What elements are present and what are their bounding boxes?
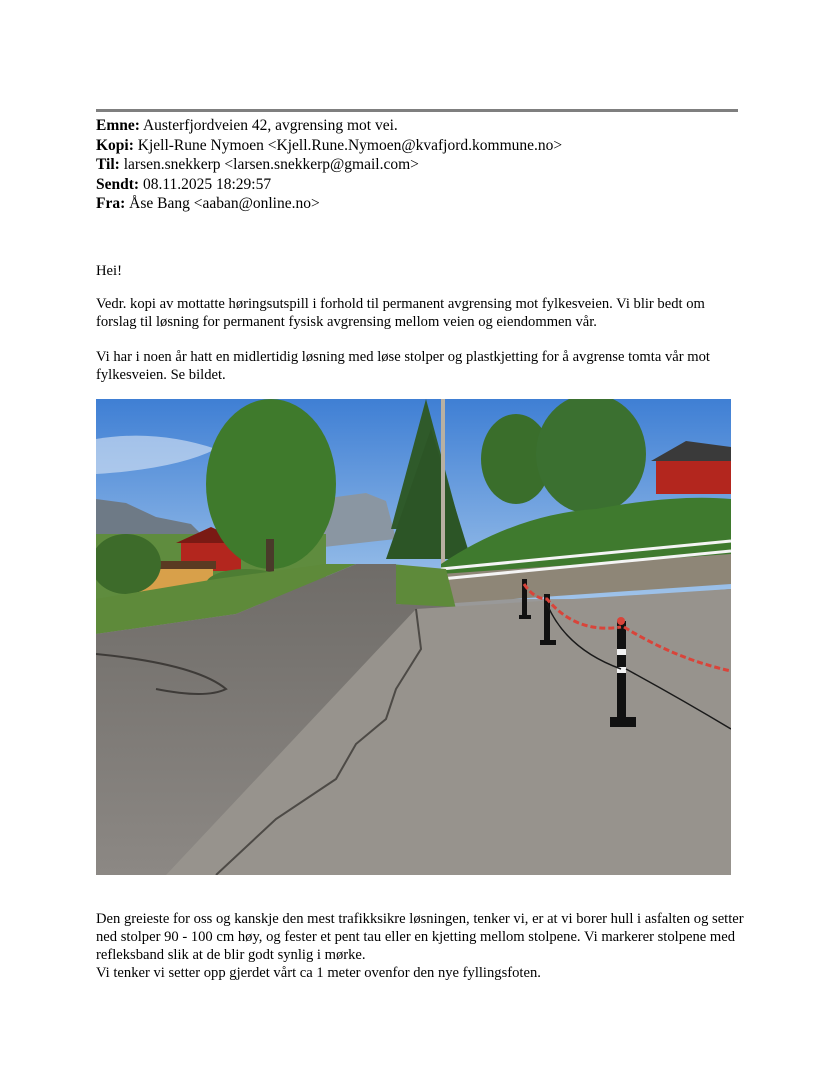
cc-label: Kopi: <box>96 136 134 154</box>
paragraph-3-last-line: Vi tenker vi setter opp gjerdet vårt ca 1 meter ovenfor den nye fyllingsfoten. <box>96 965 541 981</box>
greeting <box>96 262 746 280</box>
road-photo <box>96 399 731 875</box>
subject-label: Emne: <box>96 117 140 134</box>
subject-value: Austerfjordveien 42, avgrensing mot vei. <box>142 117 398 134</box>
sent-label: Sendt: <box>96 175 140 193</box>
paragraph-3 <box>96 910 746 982</box>
paragraph-1 <box>96 295 746 331</box>
sent-value: 08.11.2025 18:29:57 <box>142 175 272 193</box>
header-divider <box>96 109 738 112</box>
cc-value: Kjell-Rune Nymoen <Kjell.Rune.Nymoen@kvafjord.kommune.no> <box>137 136 563 154</box>
paragraph-2-text: Vi har i noen år hatt en midlertidig løsning med løse stolper og plastkjetting for å avgrense tomta vår mot fylkesveien. Se bildet. <box>96 349 710 383</box>
email-headers <box>96 116 756 214</box>
paragraph-2 <box>96 348 746 384</box>
road-photo-illustration <box>96 399 731 875</box>
greeting-text: Hei! <box>96 263 122 279</box>
paragraph-1-text: Vedr. kopi av mottatte høringsutspill i forhold til permanent avgrensing mot fylkesveien. Vi blir bedt om forslag til løsning for permanent fysisk avgrensing mellom veien og eiendommen vår. <box>96 296 705 330</box>
to-row <box>96 155 756 175</box>
to-label: Til: <box>96 156 120 173</box>
cc-row <box>96 136 756 156</box>
subject-row <box>96 116 756 136</box>
from-value: Åse Bang <aaban@online.no> <box>129 195 320 212</box>
to-value: larsen.snekkerp <larsen.snekkerp@gmail.com> <box>123 156 419 173</box>
paragraph-3-text: Den greieste for oss og kanskje den mest trafikksikre løsningen, tenker vi, er at vi borer hull i asfalten og setter ned stolper 90 - 100 cm høy, og fester et pent tau eller en kjetting mellom stolpene. Vi markerer stolpene med refleksband slik at de blir godt synlig i mørke. <box>96 911 744 963</box>
from-label: Fra: <box>96 195 126 212</box>
sent-row <box>96 175 756 195</box>
from-row <box>96 194 756 214</box>
